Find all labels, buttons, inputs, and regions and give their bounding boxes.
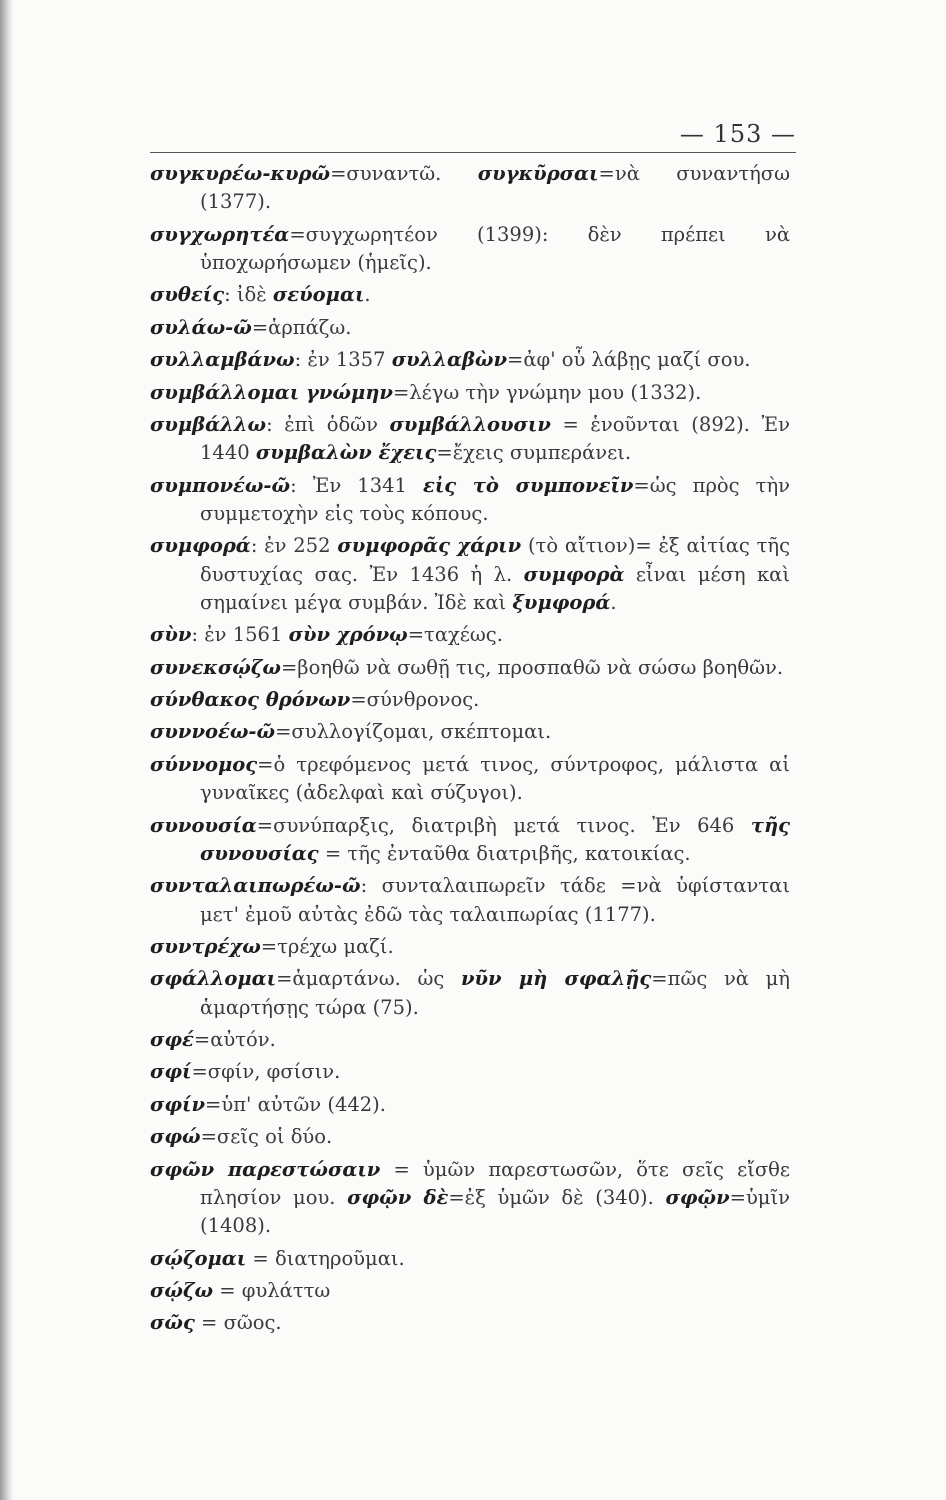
entry-headword: σῴζομαι [150,1246,247,1270]
entry-headword: σφί [150,1060,192,1084]
entry-definition: =ὑμῖν (1408). [200,1185,790,1238]
entry-headword: συνεκσῴζω [150,655,281,679]
entry-definition: : συνταλαιπωρεῖν τάδε =νὰ ὑφίστανται μετ' ἐμοῦ αὐτὰς ἐδῶ τὰς ταλαιπωρίας (1177). [200,874,790,926]
entry-definition: = τῆς ἐνταῦθα διατριβῆς, κατοικίας. [318,841,691,865]
entry-headword: συλλαμβάνω [150,348,295,372]
glossary-entry [150,1156,790,1241]
entry-reference: εἰς τὸ συμπονεῖν [422,473,634,497]
entry-reference: συμβαλὼν ἔχεις [255,441,437,465]
entry-reference: σὺν χρόνῳ [288,623,408,647]
entry-reference: τῆς συνουσίας [200,813,790,865]
glossary-entry [150,221,790,278]
entry-headword: σφέ [150,1028,194,1051]
entry-headword: συγκυρέω-κυρῶ [150,162,331,185]
entry-definition: εἶναι μέση καὶ σημαίνει μέγα συμβάν. Ἰδὲ καὶ [200,562,790,614]
entry-headword: σύνθακος θρόνων [150,688,351,712]
page-edge-shadow [0,0,14,1500]
entry-definition: =συγχωρητέον (1399): δὲν πρέπει νὰ ὑποχωρήσωμεν (ἡμεῖς). [200,222,790,274]
entry-definition: (τὸ αἴτιον)= ἐξ αἰτίας τῆς δυστυχίας σας. Ἐν 1436 ἡ λ. [200,534,791,586]
glossary-entry [150,1277,790,1305]
entry-reference: σφῷν δὲ [347,1185,449,1209]
entry-definition: =ἁρπάζω. [251,315,352,339]
entry-definition: =συλλογίζομαι, σκέπτομαι. [275,720,552,744]
entry-definition: =ἀφ' οὗ λάβῃς μαζί σου. [507,348,751,372]
glossary-entry [150,472,790,529]
entry-definition: : ἐν 1561 [191,623,289,647]
entry-reference: συμβάλλουσιν [389,412,551,436]
entry-definition: =συνύπαρξις, διατριβὴ μετά τινος. Ἐν 646 [256,813,751,837]
entry-definition: : ἰδὲ [224,283,273,307]
glossary-entry [150,654,790,682]
entry-headword: σύννομος [150,752,258,776]
entry-reference: σεύομαι [272,283,365,307]
page-number: — 153 — [679,120,796,148]
entry-definition: : Ἐν 1341 [290,473,423,497]
entry-definition: =λέγω τὴν γνώμην μου (1332). [392,380,702,404]
entry-headword: συμβάλλομαι γνώμην [150,380,393,404]
entry-definition: =τρέχω μαζί. [260,934,394,958]
entry-headword: συνουσία [150,813,257,837]
page-header [150,112,796,152]
entry-headword: σῴζω [150,1278,214,1302]
glossary-entry [150,411,790,468]
entry-headword: σῶς [150,1311,195,1335]
entry-definition: . [364,283,371,307]
entry-definition: : ἐπὶ ὁδῶν [266,412,390,436]
entry-headword: συνταλαιπωρέω-ῶ [150,874,361,898]
entry-definition: =ταχέως. [407,623,503,647]
glossary-entry [150,160,790,217]
entry-headword: συγχωρητέα [150,222,290,246]
glossary-entry [150,965,790,1022]
entry-definition: = διατηροῦμαι. [246,1246,405,1270]
entry-definition: = ἑνοῦνται (892). Ἐν 1440 [200,412,791,465]
entry-definition: =συναντῶ. [330,162,478,185]
glossary-entry [150,346,790,374]
glossary-entry [150,1309,790,1337]
entry-definition: : ἐν 252 [250,534,338,558]
glossary-entry [150,933,790,961]
entry-definition: =ὑπ' αὐτῶν (442). [205,1092,386,1116]
entry-definition: = ὑμῶν παρεστωσῶν, ὅτε σεῖς εἴσθε πλησίον μου. [200,1157,791,1209]
glossary-entry [150,1058,790,1086]
entry-definition: =νὰ συναντήσω (1377). [200,162,790,214]
glossary-entry [150,621,790,649]
entry-reference: συγκῦρσαι [477,162,599,185]
entry-definition: =σύνθρονος. [350,688,480,712]
entry-definition: = φυλάττω [213,1278,331,1302]
glossary-entries [150,160,790,1342]
entry-definition: =ἔχεις συμπεράνει. [436,441,632,465]
entry-definition: =ἐξ ὑμῶν δὲ (340). [448,1185,666,1209]
glossary-entry [150,1245,790,1273]
entry-headword: συμπονέω-ῶ [150,473,291,497]
entry-headword: συθείς [150,283,225,307]
entry-headword: συντρέχω [150,934,261,958]
entry-headword: συλάω-ῶ [150,315,252,339]
entry-headword: σφίν [150,1092,205,1116]
glossary-entry [150,532,790,617]
entry-reference: συμφορᾶς χάριν [337,534,522,558]
glossary-entry [150,1123,790,1151]
glossary-entry [150,718,790,746]
entry-headword: συμφορά [150,534,251,558]
glossary-entry [150,1091,790,1119]
entry-definition: =αὐτόν. [193,1028,276,1051]
glossary-entry [150,751,790,808]
entry-definition: =ὁ τρεφόμενος μετά τινος, σύντροφος, μάλιστα αἱ γυναῖκες (ἀδελφαὶ καὶ σύζυγοι). [200,752,790,805]
glossary-entry [150,314,790,342]
entry-definition: =σφίν, φσίσιν. [191,1060,341,1084]
entry-definition: =ἁμαρτάνω. ὡς [276,967,461,991]
glossary-entry [150,686,790,714]
entry-headword: σφῶν παρεστώσαιν [150,1157,381,1181]
entry-definition: . [610,590,617,614]
entry-definition: =πῶς νὰ μὴ ἁμαρτήσῃς τώρα (75). [200,967,790,1019]
entry-definition: : ἐν 1357 [294,348,392,372]
glossary-entry [150,872,790,929]
entry-headword: σὺν [150,623,192,647]
entry-headword: συμβάλλω [150,412,267,436]
entry-definition: =βοηθῶ νὰ σωθῇ τις, προσπαθῶ νὰ σώσω βοηθῶν. [280,655,784,679]
entry-definition: = σῶος. [194,1311,282,1335]
header-rule [150,152,796,153]
entry-reference: συλλαβὼν [391,348,508,372]
glossary-entry [150,281,790,309]
entry-reference: νῦν μὴ σφαλῇς [460,967,652,991]
glossary-entry [150,1026,790,1054]
entry-headword: συννοέω-ῶ [150,720,276,744]
entry-reference: ξυμφορά [512,590,611,614]
glossary-entry [150,379,790,407]
entry-headword: σφώ [150,1125,201,1149]
entry-definition: =ὡς πρὸς τὴν συμμετοχὴν εἰς τοὺς κόπους. [200,473,790,525]
entry-definition: =σεῖς οἱ δύο. [200,1125,333,1149]
entry-headword: σφάλλομαι [150,967,277,991]
glossary-entry [150,812,790,869]
entry-reference: σφῷν [665,1185,730,1209]
entry-reference: συμφορὰ [523,562,625,586]
